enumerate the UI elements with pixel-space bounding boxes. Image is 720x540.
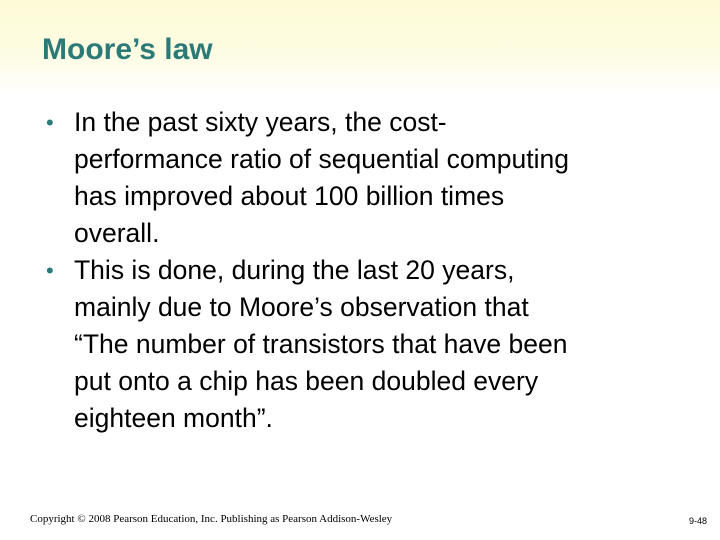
bullet-list (44, 104, 694, 437)
bullet-text-line: mainly due to Moore’s observation that (74, 292, 529, 322)
bullet-text-line: has improved about 100 billion times (74, 181, 505, 211)
footer-copyright: Copyright © 2008 Pearson Education, Inc. Publishing as Pearson Addison-Wesley (30, 513, 393, 525)
bullet-dot-icon: • (46, 258, 54, 283)
bullet-item (44, 104, 694, 252)
bullet-text-line: overall. (74, 218, 160, 248)
bullet-text-line: In the past sixty years, the cost- (74, 107, 447, 137)
bullet-text-line: performance ratio of sequential computing (74, 144, 569, 174)
page-number: 9-48 (688, 516, 707, 526)
bullet-dot-icon: • (46, 110, 54, 135)
slide-title: Moore’s law (42, 33, 213, 66)
bullet-text-line: put onto a chip has been doubled every (74, 366, 539, 396)
bullet-text-line: This is done, during the last 20 years, (74, 255, 515, 285)
bullet-item (44, 252, 694, 437)
bullet-text-line: eighteen month”. (74, 403, 273, 433)
bullet-text-line: “The number of transistors that have been (74, 329, 568, 359)
